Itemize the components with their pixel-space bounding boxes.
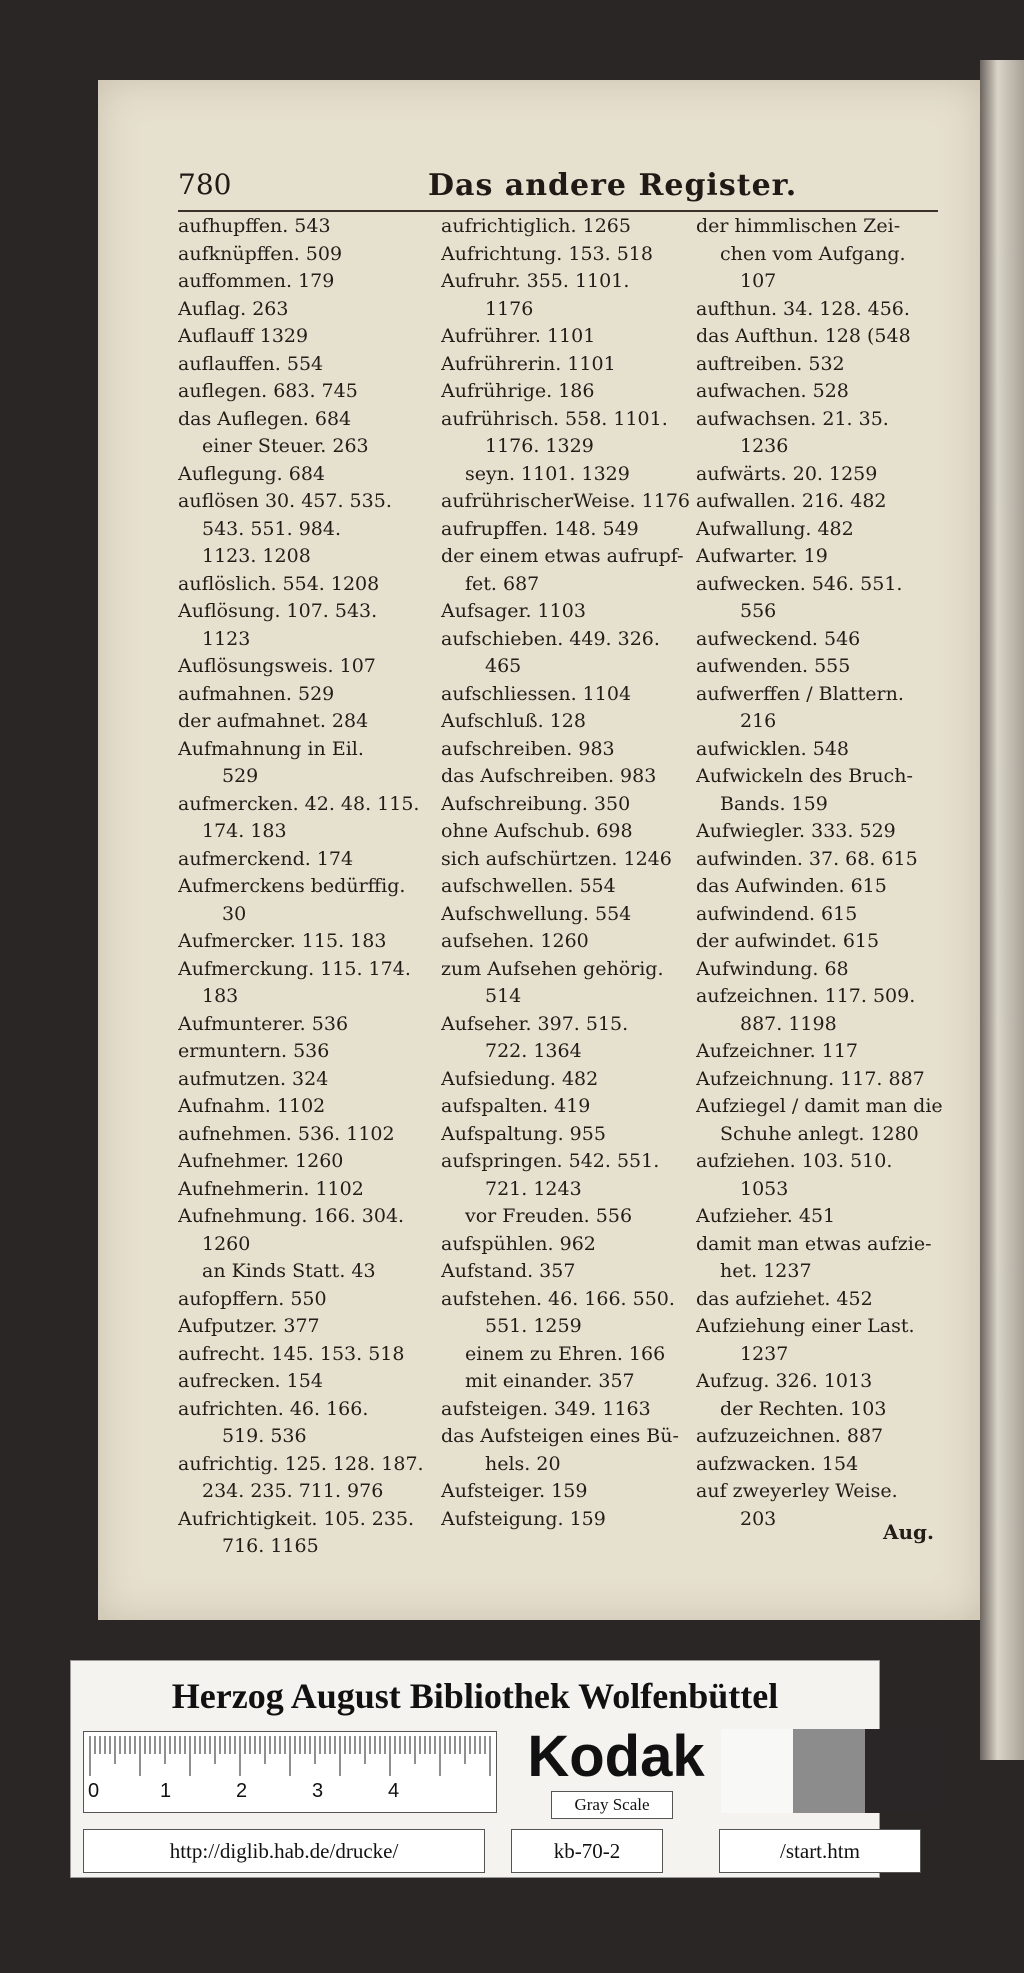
index-entry: Aufmerckens bedürffig. bbox=[178, 875, 406, 897]
index-entry: Aufziehung einer Last. bbox=[696, 1315, 915, 1337]
index-entry: 107 bbox=[740, 270, 777, 292]
index-entry: aufwinden. 37. 68. 615 bbox=[696, 847, 918, 870]
ruler-number: 0 bbox=[88, 1780, 100, 1802]
index-entry: aufwindend. 615 bbox=[696, 902, 858, 925]
index-entry: 1260 bbox=[202, 1232, 251, 1255]
index-entry: Aufnehmung. 166. 304. bbox=[178, 1205, 405, 1227]
index-entry: fet. 687 bbox=[465, 572, 540, 595]
index-entry: aufspalten. 419 bbox=[441, 1095, 591, 1117]
index-entry: der aufmahnet. 284 bbox=[178, 710, 369, 732]
index-entry: Aufseher. 397. 515. bbox=[441, 1012, 629, 1035]
index-column-2 bbox=[441, 213, 696, 1533]
index-entry: seyn. 1101. 1329 bbox=[465, 462, 630, 485]
index-entry: Bands. 159 bbox=[720, 792, 828, 815]
index-entry: Aufruhr. 355. 1101. bbox=[441, 270, 630, 292]
index-entry: aufziehen. 103. 510. bbox=[696, 1150, 893, 1172]
index-entry: Aufziegel / damit man die bbox=[696, 1095, 943, 1117]
index-entry: 1053 bbox=[740, 1177, 789, 1200]
index-entry: 551. 1259 bbox=[485, 1315, 582, 1337]
index-entry: Aufzug. 326. 1013 bbox=[696, 1370, 873, 1392]
index-entry: aufweckend. 546 bbox=[696, 627, 861, 650]
index-entry: Aufsteigung. 159 bbox=[441, 1507, 606, 1530]
index-entry: aufnehmen. 536. 1102 bbox=[178, 1122, 395, 1145]
index-entry: Aufnahm. 1102 bbox=[178, 1095, 326, 1117]
index-entry: Aufrichtigkeit. 105. 235. bbox=[178, 1507, 415, 1530]
page-header bbox=[178, 168, 938, 214]
index-entry: aufschwellen. 554 bbox=[441, 875, 616, 897]
index-entry: aufrecken. 154 bbox=[178, 1370, 323, 1392]
index-entry: Aufnehmer. 1260 bbox=[178, 1150, 344, 1172]
index-entry: 716. 1165 bbox=[222, 1535, 319, 1557]
index-entry: Aufzeichner. 117 bbox=[696, 1040, 859, 1062]
index-entry: aufrupffen. 148. 549 bbox=[441, 517, 639, 540]
index-entry: aufzwacken. 154 bbox=[696, 1452, 859, 1475]
catchword: Aug. bbox=[883, 1520, 935, 1544]
white-swatch bbox=[721, 1729, 793, 1813]
index-entry: Aufschluß. 128 bbox=[441, 710, 586, 732]
index-entry: aufwerffen / Blattern. bbox=[696, 682, 904, 705]
index-entry: Aufrührige. 186 bbox=[441, 380, 595, 402]
index-entry: das Aufschreiben. 983 bbox=[441, 765, 657, 787]
index-entry: auffommen. 179 bbox=[178, 270, 335, 292]
index-entry: Auflegung. 684 bbox=[178, 462, 326, 485]
index-entry: auflösen 30. 457. 535. bbox=[178, 490, 392, 512]
start-path: /start.htm bbox=[719, 1829, 921, 1873]
index-entry: aufzuzeichnen. 887 bbox=[696, 1425, 884, 1447]
index-entry: 174. 183 bbox=[202, 820, 287, 842]
index-entry: 722. 1364 bbox=[485, 1040, 582, 1062]
index-entry: aufwenden. 555 bbox=[696, 655, 851, 677]
index-entry: aufrichtig. 125. 128. 187. bbox=[178, 1452, 424, 1475]
index-entry: zum Aufsehen gehörig. bbox=[441, 957, 664, 980]
index-entry: vor Freuden. 556 bbox=[465, 1205, 633, 1227]
index-entry: aufmerckend. 174 bbox=[178, 847, 354, 870]
index-entry: aufopffern. 550 bbox=[178, 1287, 327, 1310]
index-entry: aufhupffen. 543 bbox=[178, 215, 331, 237]
index-entry: der aufwindet. 615 bbox=[696, 930, 880, 952]
index-entry: Aufschreibung. 350 bbox=[441, 792, 631, 815]
index-entry: aufsteigen. 349. 1163 bbox=[441, 1397, 651, 1420]
index-entry: 30 bbox=[222, 902, 247, 925]
index-entry: Aufsiedung. 482 bbox=[441, 1067, 599, 1090]
index-entry: 514 bbox=[485, 985, 522, 1007]
index-entry: einem zu Ehren. 166 bbox=[465, 1342, 666, 1365]
index-entry: der himmlischen Zei- bbox=[696, 215, 901, 237]
ruler-ticks bbox=[84, 1732, 496, 1778]
index-entry: aufrührischerWeise. 1176 bbox=[441, 490, 690, 512]
index-entry: aufspringen. 542. 551. bbox=[441, 1150, 660, 1172]
adjacent-page-edge bbox=[980, 60, 1024, 1760]
index-entry: ermuntern. 536 bbox=[178, 1040, 330, 1062]
index-entry: aufrichtiglich. 1265 bbox=[441, 215, 631, 237]
gray-swatch bbox=[793, 1729, 865, 1813]
index-entry: aufmahnen. 529 bbox=[178, 682, 335, 705]
index-entry: Auflag. 263 bbox=[178, 297, 289, 320]
index-entry: aufwachsen. 21. 35. bbox=[696, 407, 889, 430]
index-entry: 216 bbox=[740, 710, 777, 732]
index-entry: auflauffen. 554 bbox=[178, 352, 324, 375]
index-entry: auf zweyerley Weise. bbox=[696, 1480, 898, 1502]
index-entry: chen vom Aufgang. bbox=[720, 242, 906, 265]
library-title: Herzog August Bibliothek Wolfenbüttel bbox=[171, 1676, 779, 1716]
index-entry: Aufrührer. 1101 bbox=[441, 325, 596, 347]
index-entry: Aufwallung. 482 bbox=[696, 517, 854, 540]
index-entry: het. 1237 bbox=[720, 1260, 812, 1282]
index-entry: 1176 bbox=[485, 297, 534, 320]
index-entry: Aufmerckung. 115. 174. bbox=[178, 957, 411, 980]
index-column-3 bbox=[696, 213, 951, 1533]
index-entry: aufrecht. 145. 153. 518 bbox=[178, 1342, 405, 1365]
index-entry: Aufmahnung in Eil. bbox=[178, 737, 364, 760]
index-entry: Aufnehmerin. 1102 bbox=[178, 1177, 364, 1200]
index-entry: Aufspaltung. 955 bbox=[441, 1122, 606, 1145]
index-entry: 529 bbox=[222, 765, 259, 787]
index-entry: 1236 bbox=[740, 435, 789, 457]
index-entry: 465 bbox=[485, 655, 522, 677]
running-title: Das andere Register. bbox=[428, 168, 798, 203]
index-entry: 543. 551. 984. bbox=[202, 517, 341, 540]
index-entry: aufwachen. 528 bbox=[696, 380, 849, 402]
index-entry: Aufwiegler. 333. 529 bbox=[696, 820, 896, 842]
index-entry: aufzeichnen. 117. 509. bbox=[696, 985, 916, 1007]
index-entry: aufwallen. 216. 482 bbox=[696, 490, 887, 512]
index-entry: das Auflegen. 684 bbox=[178, 407, 352, 430]
index-entry: Aufstand. 357 bbox=[441, 1260, 576, 1282]
index-entry: Auflauff 1329 bbox=[178, 325, 309, 347]
index-entry: Schuhe anlegt. 1280 bbox=[720, 1122, 919, 1145]
index-entry: Aufwarter. 19 bbox=[696, 545, 828, 567]
black-swatch bbox=[865, 1729, 941, 1813]
index-entry: damit man etwas aufzie- bbox=[696, 1232, 932, 1255]
index-entry: das Aufsteigen eines Bü- bbox=[441, 1425, 679, 1447]
kodak-color-card bbox=[70, 1660, 880, 1878]
index-entry: einer Steuer. 263 bbox=[202, 435, 369, 457]
ruler-number: 4 bbox=[388, 1780, 400, 1802]
index-entry: 1123. 1208 bbox=[202, 545, 311, 567]
book-page bbox=[98, 80, 980, 1620]
index-entry: Aufrichtung. 153. 518 bbox=[441, 242, 653, 265]
ruler bbox=[83, 1731, 497, 1813]
index-entry: aufschliessen. 1104 bbox=[441, 682, 632, 705]
index-entry: 721. 1243 bbox=[485, 1177, 582, 1200]
ruler-number: 1 bbox=[160, 1780, 172, 1802]
header-rule bbox=[178, 210, 938, 212]
index-entry: aufknüpffen. 509 bbox=[178, 242, 343, 265]
index-entry: das Aufwinden. 615 bbox=[696, 875, 887, 897]
ruler-number: 2 bbox=[236, 1780, 248, 1802]
index-entry: 203 bbox=[740, 1507, 777, 1530]
index-entry: an Kinds Statt. 43 bbox=[202, 1260, 376, 1282]
index-entry: aufwicklen. 548 bbox=[696, 737, 849, 760]
index-entry: 1123 bbox=[202, 627, 251, 650]
index-entry: 887. 1198 bbox=[740, 1012, 837, 1035]
index-entry: 183 bbox=[202, 985, 239, 1007]
index-entry: aufwärts. 20. 1259 bbox=[696, 462, 878, 485]
index-entry: auflegen. 683. 745 bbox=[178, 380, 358, 402]
index-entry: ohne Aufschub. 698 bbox=[441, 820, 633, 842]
index-column-1 bbox=[178, 213, 433, 1561]
index-entry: Aufsager. 1103 bbox=[441, 600, 586, 622]
index-entry: das Aufthun. 128 (548 bbox=[696, 325, 911, 347]
index-entry: aufschieben. 449. 326. bbox=[441, 627, 660, 650]
index-entry: Aufmercker. 115. 183 bbox=[178, 930, 387, 952]
index-entry: mit einander. 357 bbox=[465, 1370, 635, 1392]
index-entry: das aufziehet. 452 bbox=[696, 1287, 873, 1310]
index-entry: aufspühlen. 962 bbox=[441, 1232, 596, 1255]
index-entry: Aufsteiger. 159 bbox=[441, 1480, 588, 1502]
index-entry: Aufrührerin. 1101 bbox=[441, 352, 616, 375]
index-entry: Aufschwellung. 554 bbox=[441, 902, 632, 925]
index-entry: Aufzieher. 451 bbox=[696, 1205, 836, 1227]
index-entry: der Rechten. 103 bbox=[720, 1397, 887, 1420]
index-entry: der einem etwas aufrupf- bbox=[441, 545, 684, 567]
index-entry: aufwecken. 546. 551. bbox=[696, 572, 903, 595]
library-url: http://diglib.hab.de/drucke/ bbox=[83, 1829, 485, 1873]
index-entry: aufsehen. 1260 bbox=[441, 930, 589, 952]
index-entry: 234. 235. 711. 976 bbox=[202, 1480, 384, 1502]
index-entry: aufrichten. 46. 166. bbox=[178, 1397, 369, 1420]
index-entry: aufthun. 34. 128. 456. bbox=[696, 297, 910, 320]
index-entry: 1176. 1329 bbox=[485, 435, 594, 457]
index-entry: aufstehen. 46. 166. 550. bbox=[441, 1287, 675, 1310]
index-entry: Aufzeichnung. 117. 887 bbox=[696, 1067, 925, 1090]
index-entry: aufschreiben. 983 bbox=[441, 737, 615, 760]
index-entry: Aufwickeln des Bruch- bbox=[696, 765, 913, 787]
index-entry: aufrührisch. 558. 1101. bbox=[441, 407, 668, 430]
index-entry: auftreiben. 532 bbox=[696, 352, 845, 375]
kodak-logo: Kodak bbox=[527, 1724, 705, 1789]
index-entry: Auflösungsweis. 107 bbox=[178, 655, 376, 677]
index-entry: Aufmunterer. 536 bbox=[178, 1012, 349, 1035]
index-entry: 519. 536 bbox=[222, 1425, 307, 1447]
index-entry: aufmutzen. 324 bbox=[178, 1067, 329, 1090]
index-entry: 556 bbox=[740, 600, 777, 622]
index-entry: sich aufschürtzen. 1246 bbox=[441, 847, 672, 870]
index-entry: aufmercken. 42. 48. 115. bbox=[178, 792, 420, 815]
index-entry: auflöslich. 554. 1208 bbox=[178, 572, 380, 595]
index-entry: 1237 bbox=[740, 1342, 789, 1365]
ruler-number: 3 bbox=[312, 1780, 324, 1802]
grayscale-label: Gray Scale bbox=[551, 1791, 673, 1819]
index-entry: Aufputzer. 377 bbox=[178, 1315, 320, 1337]
index-entry: hels. 20 bbox=[485, 1452, 561, 1475]
index-entry: Aufwindung. 68 bbox=[696, 957, 849, 980]
shelf-code: kb-70-2 bbox=[511, 1829, 663, 1873]
page-number: 780 bbox=[178, 168, 232, 201]
index-entry: Auflösung. 107. 543. bbox=[178, 600, 378, 622]
